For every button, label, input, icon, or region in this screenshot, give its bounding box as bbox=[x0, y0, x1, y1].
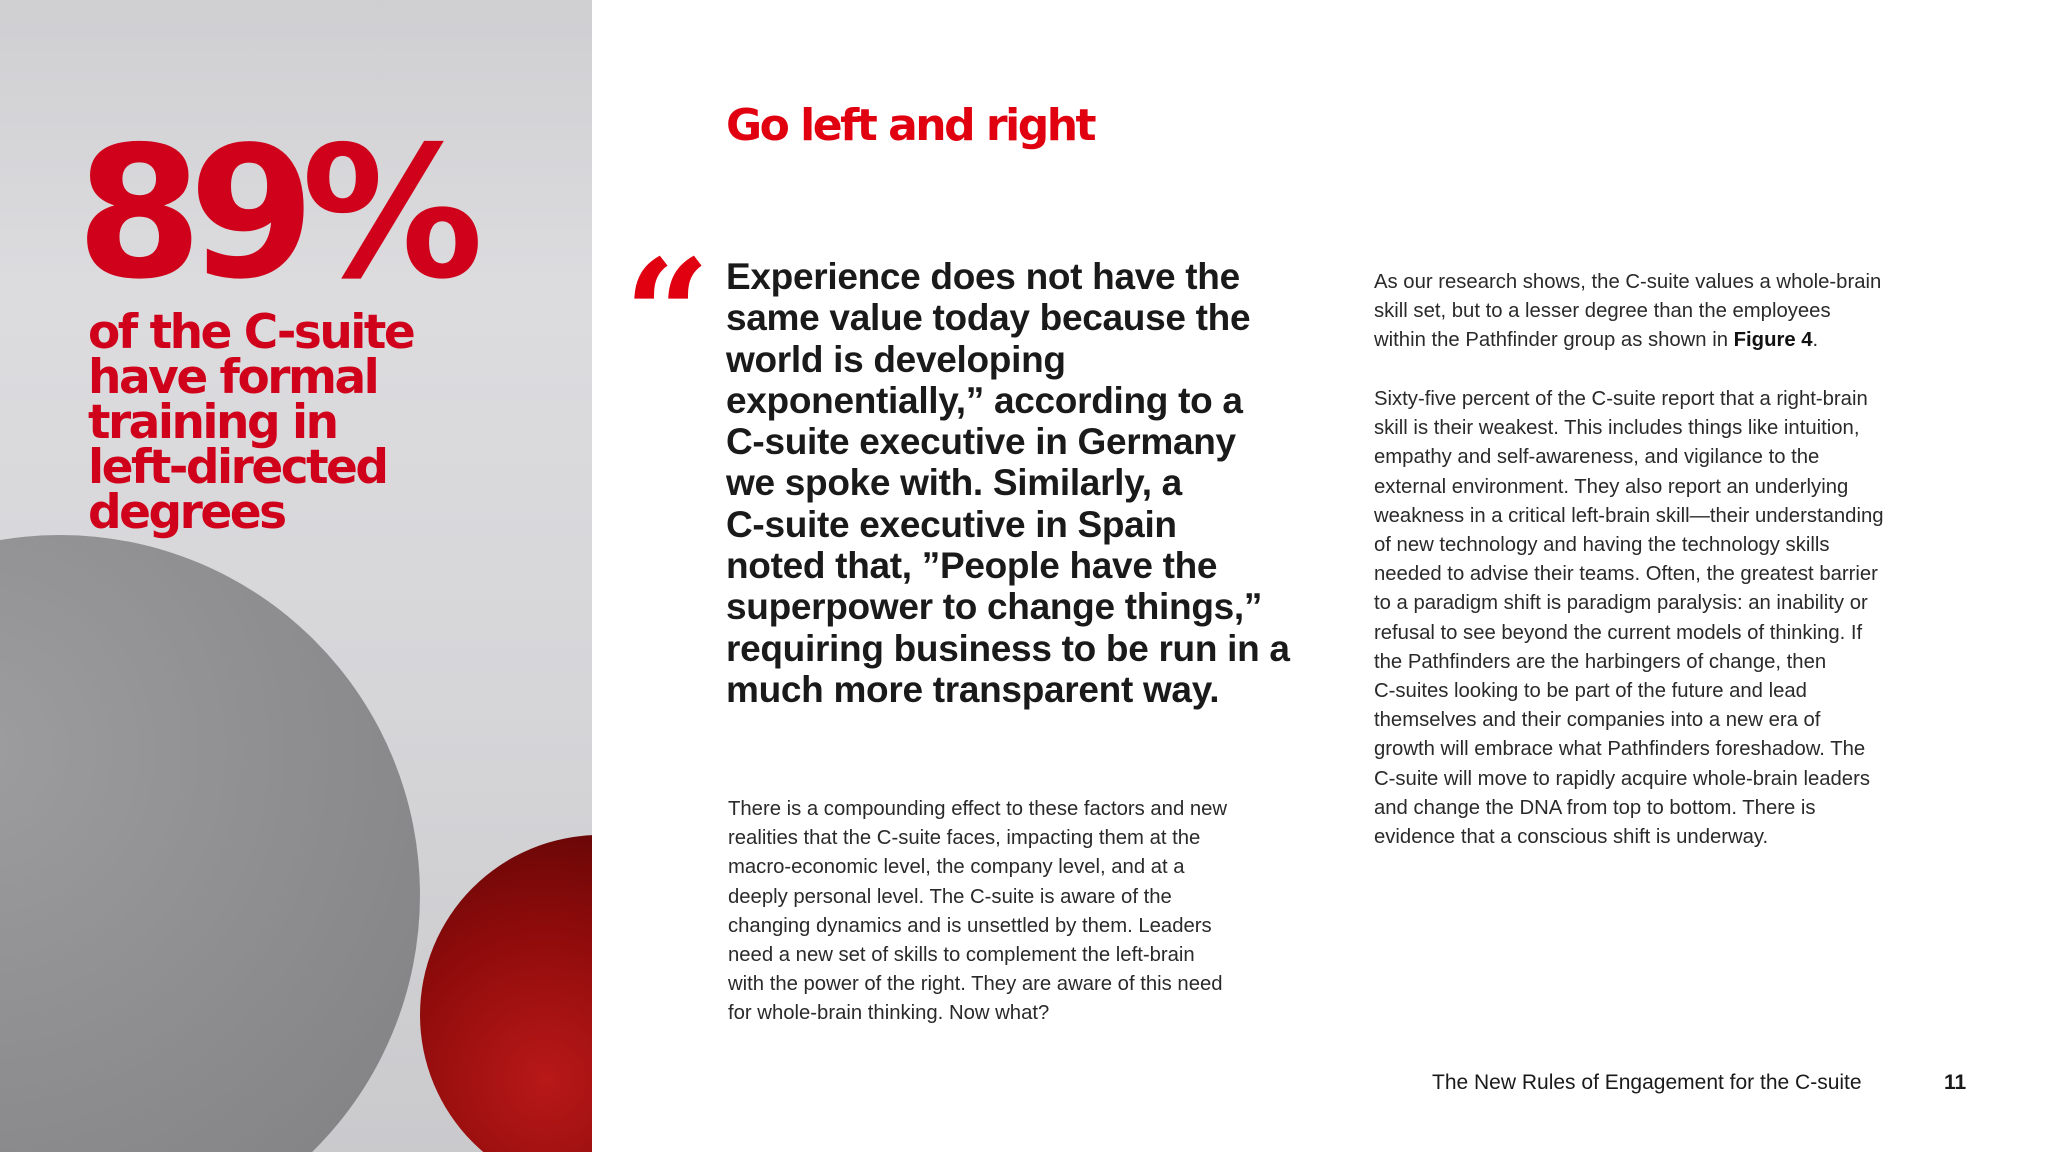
body-paragraph-research bbox=[1374, 268, 1994, 356]
footer-document-title: The New Rules of Engagement for the C-suite bbox=[1432, 1071, 1862, 1094]
section-heading: Go left and right bbox=[726, 100, 1095, 151]
page-number: 11 bbox=[1944, 1071, 1967, 1094]
red-sphere-graphic bbox=[420, 835, 592, 1152]
figure-reference: Figure 4 bbox=[1733, 329, 1813, 352]
left-image-panel bbox=[0, 0, 592, 1152]
research-text: As our research shows, the C-suite values a whole-brain skill set, but to a lesser degree than the employees within the Pathfinder group as shown in bbox=[1374, 271, 1882, 352]
gray-sphere-graphic bbox=[0, 535, 420, 1152]
pull-quote: Experience does not have the same value today because the world is developing exponentially,” according to a C-suite executive in Germany we spoke with. Similarly, a C-suite executive in Spain noted that, ”People have the superpower to change things,” requiring business to be run in a much more transparent way. bbox=[726, 256, 1290, 710]
stat-description: of the C-suite have formal training in left-directed degrees bbox=[88, 305, 414, 540]
quote-mark-icon: “ bbox=[624, 227, 711, 403]
research-text-end: . bbox=[1812, 329, 1819, 352]
body-paragraph-sixty-five: Sixty-five percent of the C-suite report that a right-brain skill is their weakest. This includes things like intuition, empathy and self-awareness, and vigilance to the external environment. They also report an underlying weakness in a critical left-brain skill—their understanding of new technology and having the technology skills needed to advise their teams. Often, the greatest barrier to a paradigm shift is paradigm paralysis: an inability or refusal to see beyond the current models of thinking. If the Pathfinders are the harbingers of change, then C-suites looking to be part of the future and lead themselves and their companies into a new era of growth will embrace what Pathfinders foreshadow. The C-suite will move to rapidly acquire whole-brain leaders and change the DNA from top to bottom. There is evidence that a conscious shift is underway. bbox=[1374, 388, 1884, 849]
stat-value: 89% bbox=[76, 107, 470, 319]
body-paragraph-compounding: There is a compounding effect to these factors and new realities that the C-suite faces, impacting them at the macro-economic level, the company level, and at a deeply personal level. The C-suite is aware of the changing dynamics and is unsettled by them. Leaders need a new set of skills to complement the left-brain with the power of the right. They are aware of this need for whole-brain thinking. Now what? bbox=[728, 798, 1228, 1025]
